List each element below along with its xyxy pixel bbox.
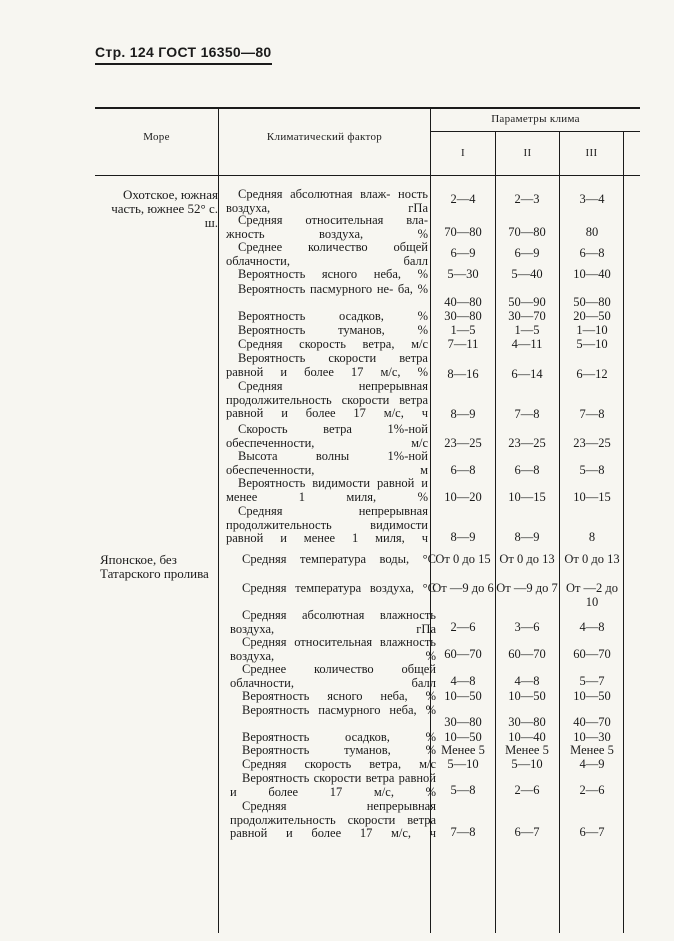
climate-value-type-2: 6—9	[514, 246, 540, 260]
climate-factor	[226, 423, 428, 450]
climate-value-type-1: 70—80	[444, 225, 482, 239]
sea-name: Японское, без Татарского пролива	[100, 552, 209, 581]
climate-factor	[230, 553, 436, 567]
climate-factor	[226, 241, 428, 268]
sea-name: Охотское, южная часть, южнее 52° с. ш.	[111, 187, 218, 230]
climate-factor-text: Вероятность скорости ветра равной и более 17 м/с, %	[230, 771, 436, 799]
climate-factor-text: Средняя относительная влажность воздуха, %	[230, 635, 436, 663]
climate-value-type-3: 7—8	[579, 407, 605, 421]
climate-factor-text: Вероятность ясного неба, %	[238, 267, 428, 281]
table-header	[95, 107, 640, 176]
climate-value-type-3: 6—8	[579, 246, 605, 260]
climate-value-type-2: 30—70	[508, 309, 546, 323]
climate-factor-text: Вероятность осадков, %	[242, 730, 436, 744]
climate-value-type-1: 5—8	[450, 783, 476, 797]
column-header-sea: Море	[143, 131, 170, 143]
climate-factor-text: Средняя непрерывная продолжительность скорости ветра равной и более 17 м/с, ч	[230, 799, 436, 840]
climate-value-type-3: 10—50	[573, 689, 611, 703]
climate-factor-text: Вероятность ясного неба, %	[242, 689, 436, 703]
climate-value-type-1: 30—80	[444, 309, 482, 323]
climate-value-type-1: 6—9	[450, 246, 476, 260]
climate-value-type-2: 10—15	[508, 490, 546, 504]
climate-value-type-1: 10—50	[444, 730, 482, 744]
climate-factor-text: Средняя температура воздуха, °С	[242, 581, 436, 595]
climate-value-type-3: 50—80	[573, 295, 611, 309]
climate-factor	[230, 636, 436, 663]
climate-value-type-3: 60—70	[573, 647, 611, 661]
climate-value-type-2: 30—80	[508, 715, 546, 729]
climate-value-type-1: 10—20	[444, 490, 482, 504]
climate-factor-text-cont: ба, %	[397, 282, 428, 296]
climate-value-type-3: 23—25	[573, 436, 611, 450]
climate-value-type-1: 4—8	[450, 674, 476, 688]
climate-factor	[230, 690, 436, 704]
climate-factor-text-cont: жность воздуха, %	[226, 226, 428, 241]
climate-factor	[226, 505, 428, 546]
column-header-type-3: III	[585, 147, 598, 159]
climate-value-type-1: 8—9	[450, 530, 476, 544]
climate-value-type-3: 80	[585, 225, 599, 239]
climate-value-type-1: 6—8	[450, 463, 476, 477]
climate-value-type-3: 40—70	[573, 715, 611, 729]
climate-factor	[230, 772, 436, 799]
climate-value-type-2: 5—40	[511, 267, 543, 281]
climate-value-type-2: 50—90	[508, 295, 546, 309]
climate-value-type-3: 4—9	[579, 757, 605, 771]
climate-factor	[226, 324, 428, 338]
climate-value-type-1: 7—8	[450, 825, 476, 839]
page-header: Стр. 124 ГОСТ 16350—80	[95, 44, 272, 65]
climate-factor-text-cont: облачности, балл	[226, 253, 428, 268]
climate-factor	[230, 744, 436, 758]
climate-factor-text: Вероятность туманов, %	[238, 323, 428, 337]
climate-value-type-3: 5—10	[576, 337, 608, 351]
climate-factor	[226, 338, 428, 352]
climate-factor	[226, 380, 428, 421]
climate-value-type-1: От —9 до 6	[432, 581, 494, 595]
climate-value-type-1: 60—70	[444, 647, 482, 661]
climate-value-type-3: 5—7	[579, 674, 605, 688]
climate-value-type-1: 40—80	[444, 295, 482, 309]
climate-factor	[226, 214, 428, 241]
climate-factor-text: Средняя относительная вла-	[238, 213, 428, 227]
climate-value-type-3: 8	[588, 530, 596, 544]
climate-factor-text: Высота волны 1%-ной обеспеченности, м	[226, 449, 428, 477]
climate-value-type-3: Менее 5	[570, 743, 614, 757]
climate-value-type-2: 10—50	[508, 689, 546, 703]
climate-value-type-2: 8—9	[514, 530, 540, 544]
climate-factor	[230, 800, 436, 841]
climate-factor-text: Вероятность пасмурного неба, %	[242, 703, 436, 717]
climate-factor-text: Средняя абсолютная влажность воздуха, гПа	[230, 608, 436, 636]
climate-value-type-2: 4—11	[511, 337, 543, 351]
climate-factor	[230, 663, 436, 690]
climate-factor-text: Средняя скорость ветра, м/с	[238, 337, 428, 351]
climate-factor	[230, 704, 436, 718]
climate-value-type-3: 6—7	[579, 825, 605, 839]
climate-value-type-1: 5—10	[447, 757, 479, 771]
climate-value-type-2: От 0 до 13	[499, 552, 555, 566]
climate-value-type-3: 10—30	[573, 730, 611, 744]
climate-value-type-1: 2—4	[450, 192, 476, 206]
climate-factor-text: Средняя непрерывная продолжительность скорости ветра равной и более 17 м/с, ч	[226, 379, 428, 420]
climate-factor-text: Скорость ветра 1%-ной обеспеченности, м/с	[226, 422, 428, 450]
climate-factor-text: Вероятность пасмурного не-	[238, 282, 394, 296]
climate-value-type-2: 5—10	[511, 757, 543, 771]
climate-factor-text: Средняя абсолютная влаж-	[238, 187, 391, 201]
climate-factor	[230, 582, 436, 596]
column-header-params: Параметры клима	[491, 113, 580, 125]
climate-factor	[226, 268, 428, 282]
climate-value-type-3: 10—15	[573, 490, 611, 504]
climate-value-type-2: 70—80	[508, 225, 546, 239]
climate-factor-text: Среднее количество общей	[238, 240, 428, 254]
climate-value-type-1: 5—30	[447, 267, 479, 281]
climate-value-type-2: 2—3	[514, 192, 540, 206]
climate-factor-text: Вероятность туманов, %	[242, 743, 436, 757]
climate-value-type-2: 1—5	[514, 323, 540, 337]
climate-value-type-3: 1—10	[576, 323, 608, 337]
climate-value-type-2: 60—70	[508, 647, 546, 661]
climate-value-type-2: 6—7	[514, 825, 540, 839]
climate-factor-text: Среднее количество общей облачности, балл	[230, 662, 436, 690]
climate-factor	[230, 758, 436, 772]
climate-value-type-3: 3—4	[579, 192, 605, 206]
climate-value-type-2: От —9 до 7	[496, 581, 558, 595]
climate-value-type-3: 4—8	[579, 620, 605, 634]
climate-value-type-1: 7—11	[447, 337, 479, 351]
climate-value-type-2: 3—6	[514, 620, 540, 634]
climate-value-type-2: 4—8	[514, 674, 540, 688]
climate-value-type-1: 23—25	[444, 436, 482, 450]
climate-factor-text: Вероятность осадков, %	[238, 309, 428, 323]
climate-factor	[226, 310, 428, 324]
climate-value-type-1: 30—80	[444, 715, 482, 729]
climate-value-type-1: 8—16	[447, 367, 479, 381]
climate-value-type-2: 7—8	[514, 407, 540, 421]
climate-factor-text: Средняя скорость ветра, м/с	[242, 757, 436, 771]
climate-value-type-2: 23—25	[508, 436, 546, 450]
climate-factor	[226, 188, 428, 215]
climate-value-type-3: 2—6	[579, 783, 605, 797]
climate-value-type-3: 6—12	[576, 367, 608, 381]
climate-value-type-3: 5—8	[579, 463, 605, 477]
climate-value-type-1: От 0 до 15	[435, 552, 491, 566]
climate-factor-text: Вероятность видимости равной и менее 1 миля, %	[226, 476, 428, 504]
climate-factor-text: Средняя непрерывная продолжительность видимости равной и менее 1 миля, ч	[226, 504, 428, 545]
climate-value-type-3: 20—50	[573, 309, 611, 323]
climate-value-type-1: 10—50	[444, 689, 482, 703]
climate-factor-text: Средняя температура воды, °С	[242, 552, 436, 566]
climate-factor-text-cont: ность воздуха, гПа	[226, 187, 428, 215]
column-header-type-1: I	[461, 147, 465, 159]
climate-value-type-2: 10—40	[508, 730, 546, 744]
climate-value-type-3: 10—40	[573, 267, 611, 281]
climate-factor-text: Вероятность скорости ветра равной и более 17 м/с, %	[226, 351, 428, 379]
climate-value-type-1: 8—9	[450, 407, 476, 421]
climate-value-type-1: 2—6	[450, 620, 476, 634]
climate-factor	[230, 609, 436, 636]
climate-value-type-3: От —2 до 10	[565, 581, 619, 609]
climate-factor	[226, 450, 428, 477]
climate-factor	[226, 477, 428, 504]
climate-value-type-1: 1—5	[450, 323, 476, 337]
climate-factor	[226, 283, 428, 297]
climate-value-type-2: 6—8	[514, 463, 540, 477]
climate-factor	[226, 352, 428, 379]
climate-value-type-2: 2—6	[514, 783, 540, 797]
climate-value-type-1: Менее 5	[441, 743, 485, 757]
climate-value-type-3: От 0 до 13	[564, 552, 620, 566]
column-header-factor: Климатический фактор	[266, 131, 383, 143]
column-header-type-2: II	[523, 147, 532, 159]
climate-value-type-2: Менее 5	[505, 743, 549, 757]
climate-value-type-2: 6—14	[511, 367, 543, 381]
